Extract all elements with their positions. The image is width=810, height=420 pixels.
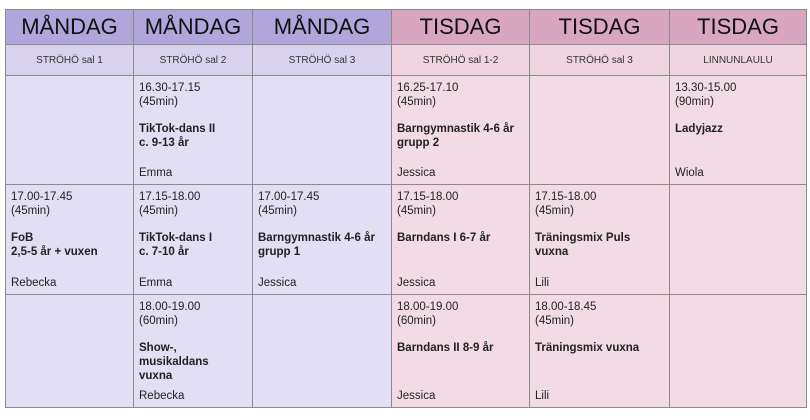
day-header-tuesday: TISDAG xyxy=(530,10,670,45)
class-title-line: musikaldans xyxy=(139,356,209,368)
class-teacher: Wiola xyxy=(675,167,704,179)
class-teacher: Jessica xyxy=(397,277,436,289)
day-header-monday: MÅNDAG xyxy=(253,10,392,45)
room-header: STRÖHÖ sal 3 xyxy=(530,45,670,76)
class-slot xyxy=(253,185,392,295)
class-card xyxy=(11,190,129,290)
class-time: 18.00-19.00 xyxy=(397,301,459,313)
class-title xyxy=(397,122,525,150)
class-card xyxy=(397,300,525,403)
room-header-row xyxy=(6,45,807,76)
class-teacher: Emma xyxy=(139,277,173,289)
slot-row xyxy=(6,185,807,295)
empty-slot xyxy=(670,185,807,295)
class-slot xyxy=(392,185,530,295)
class-teacher: Rebecka xyxy=(11,277,57,289)
class-title-line: Show-, xyxy=(139,342,177,354)
room-header: STRÖHÖ sal 1-2 xyxy=(392,45,530,76)
class-teacher: Lili xyxy=(535,390,550,402)
slot-row xyxy=(6,295,807,408)
class-time: 16.25-17.10 xyxy=(397,82,459,94)
empty-slot xyxy=(530,76,670,185)
class-title-line: TikTok-dans I xyxy=(139,232,213,244)
class-card xyxy=(535,190,665,290)
class-slot xyxy=(134,185,253,295)
day-header-monday: MÅNDAG xyxy=(6,10,134,45)
class-card xyxy=(139,300,248,403)
class-card xyxy=(258,190,387,290)
class-slot xyxy=(392,76,530,185)
room-header: STRÖHÖ sal 1 xyxy=(6,45,134,76)
class-teacher: Rebecka xyxy=(139,390,185,402)
class-time: 17.00-17.45 xyxy=(11,191,73,203)
day-header-row xyxy=(6,10,807,45)
class-title-line: Träningsmix Puls xyxy=(535,232,631,244)
class-title xyxy=(139,341,248,383)
class-title-line: FoB xyxy=(11,232,34,244)
day-header-tuesday: TISDAG xyxy=(670,10,807,45)
class-slot xyxy=(530,185,670,295)
class-duration: (45min) xyxy=(535,205,574,217)
class-title-line: vuxna xyxy=(139,370,173,382)
class-card xyxy=(397,81,525,180)
class-time: 17.15-18.00 xyxy=(535,191,597,203)
class-card xyxy=(139,81,248,180)
class-time: 17.15-18.00 xyxy=(397,191,459,203)
class-title-line: Barngymnastik 4-6 år xyxy=(258,232,375,244)
class-duration: (45min) xyxy=(139,205,178,217)
class-title xyxy=(139,231,248,259)
class-duration: (45min) xyxy=(535,315,574,327)
class-time: 13.30-15.00 xyxy=(675,82,737,94)
class-title-line: c. 9-13 år xyxy=(139,137,189,149)
class-title-line: Barndans I 6-7 år xyxy=(397,232,491,244)
class-slot xyxy=(6,185,134,295)
class-title xyxy=(258,231,387,259)
class-slot xyxy=(134,295,253,408)
empty-slot xyxy=(670,295,807,408)
class-duration: (45min) xyxy=(258,205,297,217)
room-header: STRÖHÖ sal 2 xyxy=(134,45,253,76)
class-title xyxy=(11,231,129,259)
class-title-line: 2,5-5 år + vuxen xyxy=(11,246,98,258)
class-title xyxy=(535,341,665,355)
class-time: 18.00-18.45 xyxy=(535,301,597,313)
class-title xyxy=(675,122,802,136)
class-teacher: Jessica xyxy=(397,390,436,402)
class-card xyxy=(535,300,665,403)
class-title-line: Barngymnastik 4-6 år xyxy=(397,123,514,135)
empty-slot xyxy=(253,295,392,408)
class-teacher: Jessica xyxy=(258,277,297,289)
class-card xyxy=(139,190,248,290)
class-slot xyxy=(392,295,530,408)
empty-slot xyxy=(6,76,134,185)
class-title-line: c. 7-10 år xyxy=(139,246,189,258)
class-title-line: grupp 1 xyxy=(258,246,301,258)
class-title-line: TikTok-dans II xyxy=(139,123,216,135)
class-slot xyxy=(670,76,807,185)
class-title-line: grupp 2 xyxy=(397,137,440,149)
class-slot xyxy=(134,76,253,185)
slot-row xyxy=(6,76,807,185)
class-teacher: Jessica xyxy=(397,167,436,179)
class-title-line: Träningsmix vuxna xyxy=(535,342,640,354)
empty-slot xyxy=(253,76,392,185)
room-header: LINNUNLAULU xyxy=(670,45,807,76)
class-slot xyxy=(530,295,670,408)
class-duration: (45min) xyxy=(139,96,178,108)
class-duration: (45min) xyxy=(397,205,436,217)
class-teacher: Emma xyxy=(139,167,173,179)
day-header-tuesday: TISDAG xyxy=(392,10,530,45)
empty-slot xyxy=(6,295,134,408)
schedule-table xyxy=(5,9,807,408)
class-time: 17.15-18.00 xyxy=(139,191,201,203)
class-duration: (60min) xyxy=(397,315,436,327)
class-time: 17.00-17.45 xyxy=(258,191,320,203)
class-title-line: Barndans II 8-9 år xyxy=(397,342,494,354)
class-time: 16.30-17.15 xyxy=(139,82,201,94)
class-time: 18.00-19.00 xyxy=(139,301,201,313)
class-title xyxy=(535,231,665,259)
class-title xyxy=(397,341,525,355)
class-card xyxy=(675,81,802,180)
class-duration: (45min) xyxy=(11,205,50,217)
class-duration: (60min) xyxy=(139,315,178,327)
class-title-line: vuxna xyxy=(535,246,569,258)
class-duration: (90min) xyxy=(675,96,714,108)
day-header-monday: MÅNDAG xyxy=(134,10,253,45)
class-duration: (45min) xyxy=(397,96,436,108)
class-teacher: Lili xyxy=(535,277,550,289)
class-title-line: Ladyjazz xyxy=(675,123,723,135)
class-title xyxy=(397,231,525,245)
class-card xyxy=(397,190,525,290)
room-header: STRÖHÖ sal 3 xyxy=(253,45,392,76)
class-title xyxy=(139,122,248,150)
